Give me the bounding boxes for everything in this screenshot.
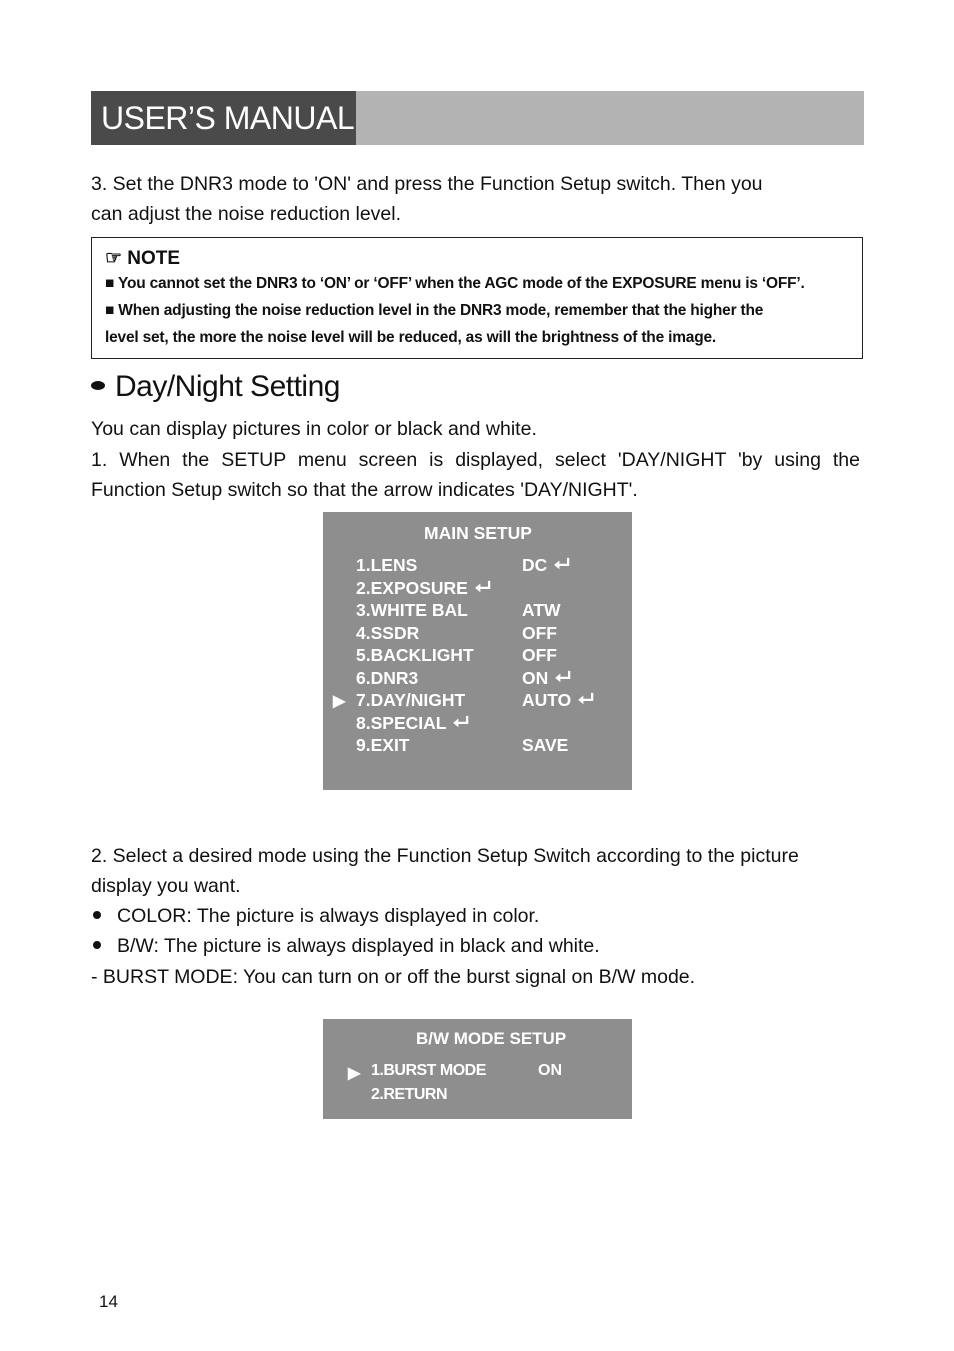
enter-icon: [577, 692, 595, 706]
bullet-icon: [93, 911, 101, 919]
section-title-text: Day/Night Setting: [115, 370, 340, 403]
menu-item-value: ON: [522, 668, 572, 689]
bw-setup-title: B/W MODE SETUP: [416, 1029, 567, 1048]
menu-item-value: SAVE: [522, 735, 569, 755]
bw-item-value: ON: [538, 1062, 562, 1079]
note-line3: level set, the more the noise level will be reduced, as will the brightness of the image.: [105, 329, 716, 346]
main-setup-title: MAIN SETUP: [424, 523, 532, 543]
step3-text: [91, 169, 763, 229]
menu-item-value: AUTO: [522, 690, 595, 711]
selection-arrow-icon: ▶: [333, 693, 346, 710]
menu-item-label: 3.WHITE BAL: [356, 600, 468, 620]
bw-desc: B/W: The picture is always displayed in black and white.: [117, 935, 600, 957]
bw-item-label: 2.RETURN: [371, 1086, 448, 1103]
step3-line2: can adjust the noise reduction level.: [91, 203, 402, 225]
manual-title: USER’S MANUAL: [91, 91, 356, 145]
note-line2: ■ When adjusting the noise reduction level in the DNR3 mode, remember that the higher the: [105, 302, 764, 319]
menu-item-label: 2.EXPOSURE: [356, 578, 492, 599]
list-item-bw: [91, 931, 600, 961]
color-desc: COLOR: The picture is always displayed in color.: [117, 905, 540, 927]
menu-item-value: OFF: [522, 645, 557, 665]
enter-icon: [554, 670, 572, 684]
step1-text: 1. When the SETUP menu screen is displayed, select 'DAY/NIGHT 'by using the Function Setup switch so that the arrow indicates 'DAY/NIGHT'.: [91, 449, 860, 501]
main-setup-osd: [323, 512, 632, 790]
menu-item-label: 6.DNR3: [356, 667, 419, 688]
step3-line1: 3. Set the DNR3 mode to 'ON' and press the Function Setup switch. Then you: [91, 173, 763, 195]
selection-arrow-icon: ▶: [348, 1065, 361, 1082]
menu-item-label: 8.SPECIAL: [356, 713, 470, 734]
menu-item-label: 5.BACKLIGHT: [356, 645, 474, 665]
bullet-icon: [91, 381, 105, 390]
step2-line1: 2. Select a desired mode using the Function Setup Switch according to the picture: [91, 845, 799, 867]
list-item-color: [91, 901, 539, 931]
menu-item-label: 9.EXIT: [356, 735, 410, 755]
section-heading: [91, 366, 340, 408]
enter-icon: [452, 715, 470, 729]
menu-item-value: DC: [522, 555, 571, 576]
note-box: [91, 237, 863, 359]
burst-mode-desc: - BURST MODE: You can turn on or off the burst signal on B/W mode.: [91, 966, 696, 988]
page-number: 14: [99, 1292, 118, 1311]
step2-text: [91, 841, 799, 901]
menu-item-label: 4.SSDR: [356, 622, 420, 643]
enter-icon: [553, 557, 571, 571]
bullet-icon: [93, 941, 101, 949]
enter-icon: [474, 580, 492, 594]
menu-item-label: 1.LENS: [356, 555, 418, 575]
bw-item-label: 1.BURST MODE: [371, 1062, 486, 1079]
menu-item-value: ATW: [522, 600, 561, 620]
menu-item-value: OFF: [522, 622, 557, 643]
bw-setup-osd: [323, 1019, 632, 1119]
note-line1: ■ You cannot set the DNR3 to ‘ON’ or ‘OFF’ when the AGC mode of the EXPOSURE menu is ‘OFF’.: [105, 275, 805, 292]
note-heading: ☞ NOTE: [105, 248, 181, 269]
intro-line: You can display pictures in color or black and white.: [91, 418, 537, 440]
step2-line2: display you want.: [91, 875, 241, 897]
menu-item-label: 7.DAY/NIGHT: [356, 690, 466, 710]
